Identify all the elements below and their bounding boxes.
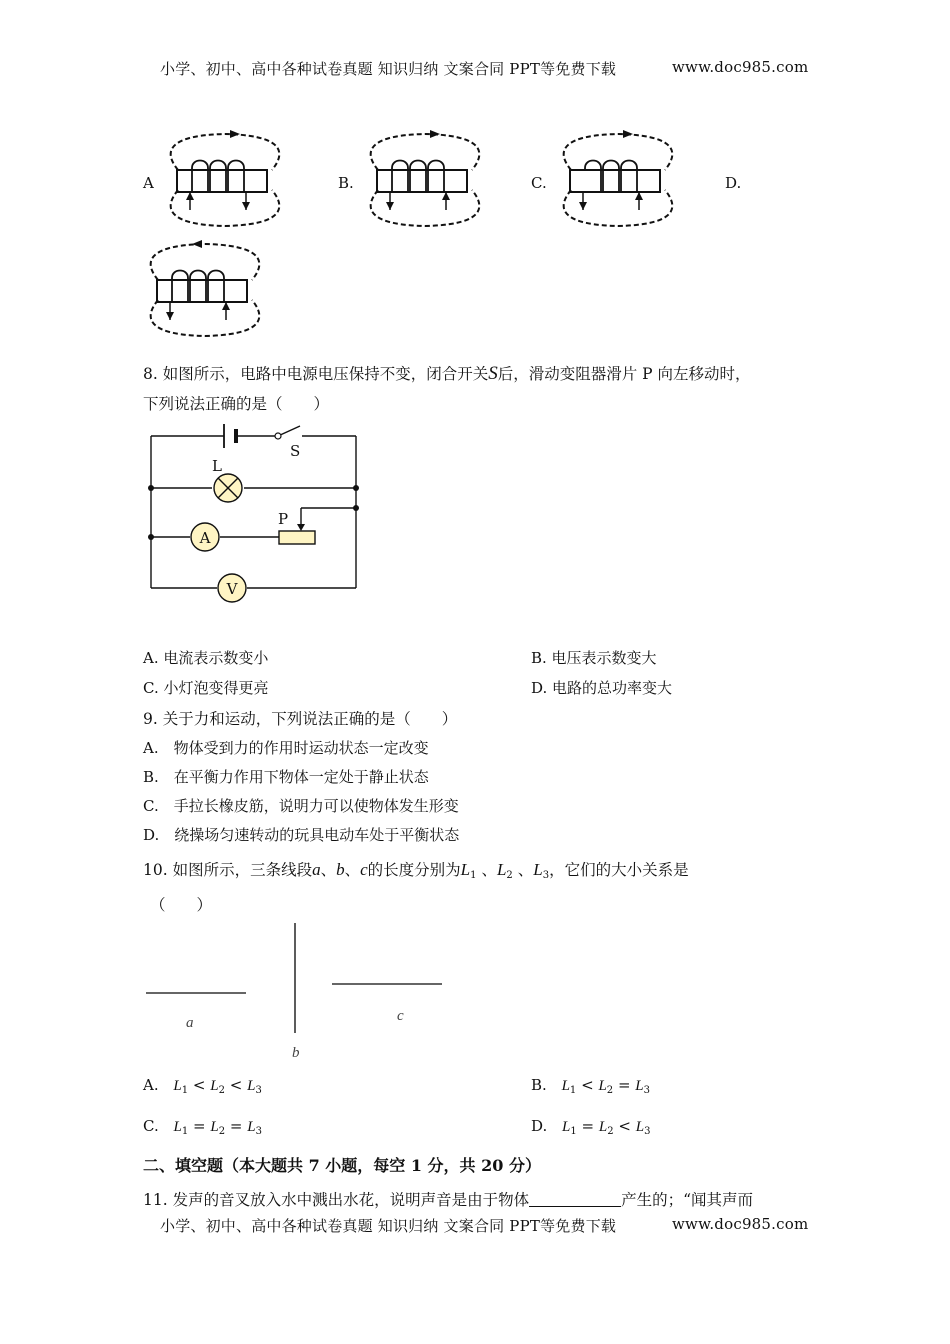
q10-b-sub1: 1 [569,1085,577,1096]
q7-solenoid-figure-b [360,130,490,230]
q8-switch-label: S [290,442,301,460]
q10-c-sub1: 1 [181,1126,189,1137]
q9-option-d[interactable]: D. 绕操场匀速转动的玩具电动车处于平衡状态 [143,826,460,844]
q10-c-sub2: 2 [218,1126,226,1137]
q10-b-rel2: = [617,1076,631,1094]
q8-slider-label: P [278,510,289,528]
q8-option-b[interactable]: B. 电压表示数变大 [531,649,657,667]
q10-seg-c: c [360,860,368,879]
q8-option-d[interactable]: D. 电路的总功率变大 [531,679,673,697]
q9-stem: 9. 关于力和运动，下列说法正确的是（ ） [143,710,458,728]
q10-option-a-letter: A. [143,1076,159,1094]
q10-a-L1: L [173,1078,182,1094]
q10-seg-b: b [336,860,345,879]
q8-stem-line1 [143,362,751,385]
q10-a-rel2: < [229,1076,243,1094]
q10-d-L1: L [562,1119,571,1135]
q10-d-sub3: 3 [644,1126,651,1137]
q10-b-rel1: < [581,1076,594,1094]
section2-title: 二、填空题（本大题共 7 小题，每空 1 分，共 20 分） [143,1156,541,1175]
q10-d-L3: L [635,1119,645,1135]
q10-option-b-letter: B. [531,1076,547,1094]
q10-label-a: a [186,1015,194,1031]
q9-option-a[interactable]: A. 物体受到力的作用时运动状态一定改变 [143,739,429,757]
q10-b-L2: L [598,1078,607,1094]
q10-b-L3: L [635,1078,644,1094]
q8-switch-symbol: S [488,363,498,384]
q10-a-L2: L [210,1078,219,1094]
q10-stem-start: 10. 如图所示，三条线段 [143,861,313,879]
q10-sep2: 、 [344,861,361,879]
q10-option-b[interactable] [531,1076,650,1096]
q10-seg-a: a [312,860,321,879]
q8-stem-part2: 后，滑动变阻器滑片 P 向左移动时， [497,365,751,383]
q10-option-a[interactable] [143,1076,262,1096]
footer-text: 小学、初中、高中各种试卷真题 知识归纳 文案合同 PPT等免费下载 [160,1217,617,1235]
q7-solenoid-figure-a [160,130,290,230]
q10-c-L1: L [173,1119,182,1135]
q10-a-sub3: 3 [255,1085,262,1096]
q10-d-L2: L [598,1119,608,1135]
q10-b-sub2: 2 [606,1085,614,1096]
q10-label-b: b [292,1045,300,1061]
q11-blank-1[interactable] [529,1192,621,1207]
header-url[interactable]: www.doc985.com [672,58,809,76]
q10-L2: L [496,860,507,879]
q10-stem: 10. 如图所示，三条线段a、b、c的长度分别为$L_1$ 、$L_2$ 、$L_3$，它们的大小关系是 [143,860,689,881]
q10-d-rel2: < [618,1117,631,1135]
q10-option-d-letter: D. [531,1117,548,1135]
q8-ammeter-label: A [199,529,211,547]
q10-L3: L [533,860,543,879]
q10-label-c: c [397,1008,404,1024]
q10-d-rel1: = [581,1117,595,1135]
q10-c-rel1: = [193,1117,206,1135]
q10-c-L2: L [210,1119,219,1135]
q10-sub1: 1 [470,870,477,881]
q11-text-after: 产生的；“闻其声而 [621,1191,754,1209]
footer-url[interactable]: www.doc985.com [672,1215,809,1233]
q8-stem-line2: 下列说法正确的是（ ） [143,395,330,413]
q8-stem-part1: 8. 如图所示，电路中电源电压保持不变，闭合开关 [143,365,489,383]
q7-option-d-label: D. [725,174,742,192]
q10-a-rel1: < [192,1076,206,1094]
q8-circuit-diagram [140,418,370,608]
q10-a-sub1: 1 [181,1085,189,1096]
header-text: 小学、初中、高中各种试卷真题 知识归纳 文案合同 PPT等免费下载 [160,60,617,78]
q10-sub3: 3 [542,870,550,881]
q10-stem-mid: 的长度分别为 [367,861,461,879]
q10-a-L3: L [247,1078,256,1094]
q10-c-L3: L [247,1119,256,1135]
q10-option-c[interactable] [143,1117,262,1137]
q8-lamp-label: L [212,457,222,475]
q7-option-a-label: A [143,174,154,192]
q10-c-rel2: = [229,1117,243,1135]
q10-L1: L [460,860,471,879]
q10-d-sub1: 1 [570,1126,577,1137]
q11-text-before: 11. 发声的音叉放入水中溅出水花，说明声音是由于物体 [143,1191,530,1209]
q10-a-sub2: 2 [218,1085,225,1096]
q8-option-a[interactable]: A. 电流表示数变小 [143,649,269,667]
q8-option-c[interactable]: C. 小灯泡变得更亮 [143,679,269,697]
q10-d-sub2: 2 [607,1126,614,1137]
q9-option-b[interactable]: B. 在平衡力作用下物体一定处于静止状态 [143,768,429,786]
q7-option-c-label: C. [531,174,547,192]
q10-stem-end: ，它们的大小关系是 [549,861,689,879]
q10-sep1: 、 [320,861,337,879]
q7-solenoid-figure-c [553,130,683,230]
q10-segments-figure [140,920,460,1065]
q10-paren: （ ） [150,896,213,914]
q9-option-c[interactable]: C. 手拉长橡皮筋，说明力可以使物体发生形变 [143,797,459,815]
q7-option-b-label: B. [338,174,354,192]
q8-voltmeter-label: V [226,580,238,598]
q10-c-sub3: 3 [255,1126,262,1137]
q10-b-sub3: 3 [643,1085,651,1096]
q10-sub2: 2 [506,870,513,881]
q7-solenoid-figure-d [140,240,270,340]
q10-b-L1: L [561,1078,570,1094]
q10-option-c-letter: C. [143,1117,159,1135]
q10-option-d[interactable] [531,1117,650,1137]
q11-text [143,1188,753,1210]
